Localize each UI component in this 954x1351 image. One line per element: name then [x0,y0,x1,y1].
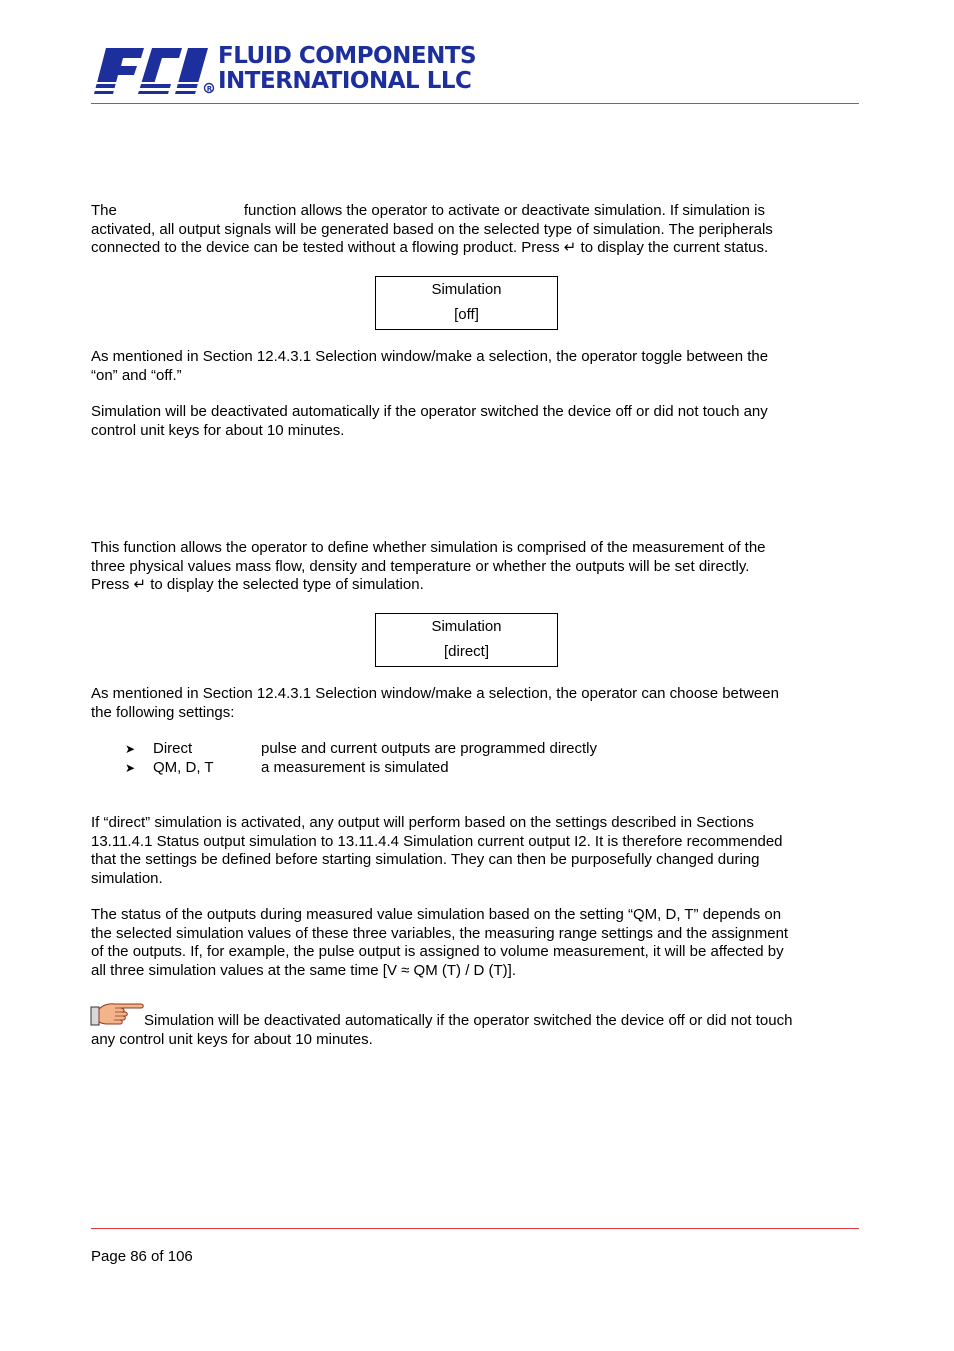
company-name-line1: FLUID COMPONENTS [218,43,477,69]
company-logo [90,44,485,98]
display-value: [direct] [443,643,489,660]
footer-rule [91,1228,859,1229]
header-rule [91,103,859,104]
list-item [125,759,725,778]
display-title: Simulation [431,618,502,635]
simulation-display-status [375,276,558,330]
company-name [218,44,486,94]
simulation-display-type [375,613,558,667]
svg-text:R: R [206,84,213,93]
option-key: QM, D, T [153,758,214,776]
option-key: Direct [153,740,193,757]
fci-logo-mark [90,44,220,98]
section2-para3: If “direct” simulation is activated, any output will perform based on the settings described in Sections 13.11.4.1 Status output simulation to 13.11.4.4 Simulation current output I2. It is therefore recommended that the settings be defined before starting simulation. They can then be purposefully changed during simulation. [91,814,783,888]
section1-intro [91,202,841,258]
intro-line3: connected to the device can be tested without a flowing product. Press ↵ to display the current status. [91,239,769,257]
arrow-bullet-icon: ➤ [125,760,136,775]
option-desc: pulse and current outputs are programmed directly [261,740,598,757]
page-number: Page 86 of 106 [91,1248,193,1265]
section1-para2: As mentioned in Section 12.4.3.1 Selection window/make a selection, the operator toggle between the “on” and “off.” [91,348,769,384]
intro-line1: function allows the operator to activate or deactivate simulation. If simulation is [243,202,765,219]
settings-list [125,740,725,777]
section2-para4: The status of the outputs during measured value simulation based on the setting “QM, D, T” depends on the selected simulation values of these three variables, the measuring range settings and the assignment of the outputs. If, for example, the pulse output is assigned to volume measurement, it will be affected by all three simulation values at the same time [V ≈ QM (T) / D (T)]. [91,906,789,980]
list-item [125,740,725,759]
arrow-bullet-icon: ➤ [125,742,136,756]
display-title: Simulation [431,281,502,298]
intro-line2: activated, all output signals will be generated based on the selected type of simulation. The peripherals [91,220,773,238]
section1-para3: Simulation will be deactivated automatically if the operator switched the device off or did not touch any control unit keys for about 10 minutes. [91,403,768,439]
intro-word: The [91,202,117,219]
section2-para2: As mentioned in Section 12.4.3.1 Selection window/make a selection, the operator can choose between the following settings: [91,685,779,721]
option-desc: a measurement is simulated [261,758,449,776]
note-text: Simulation will be deactivated automatically if the operator switched the device off or did not touch any control unit keys for about 10 minutes. [91,1012,793,1048]
section2-para1: This function allows the operator to define whether simulation is comprised of the measurement of the three physical values mass flow, density and temperature or whether the outputs will be set directly. Press ↵ to display the selected type of simulation. [91,539,766,594]
display-value: [off] [454,306,479,323]
company-name-line2: INTERNATIONAL LLC [218,68,472,94]
